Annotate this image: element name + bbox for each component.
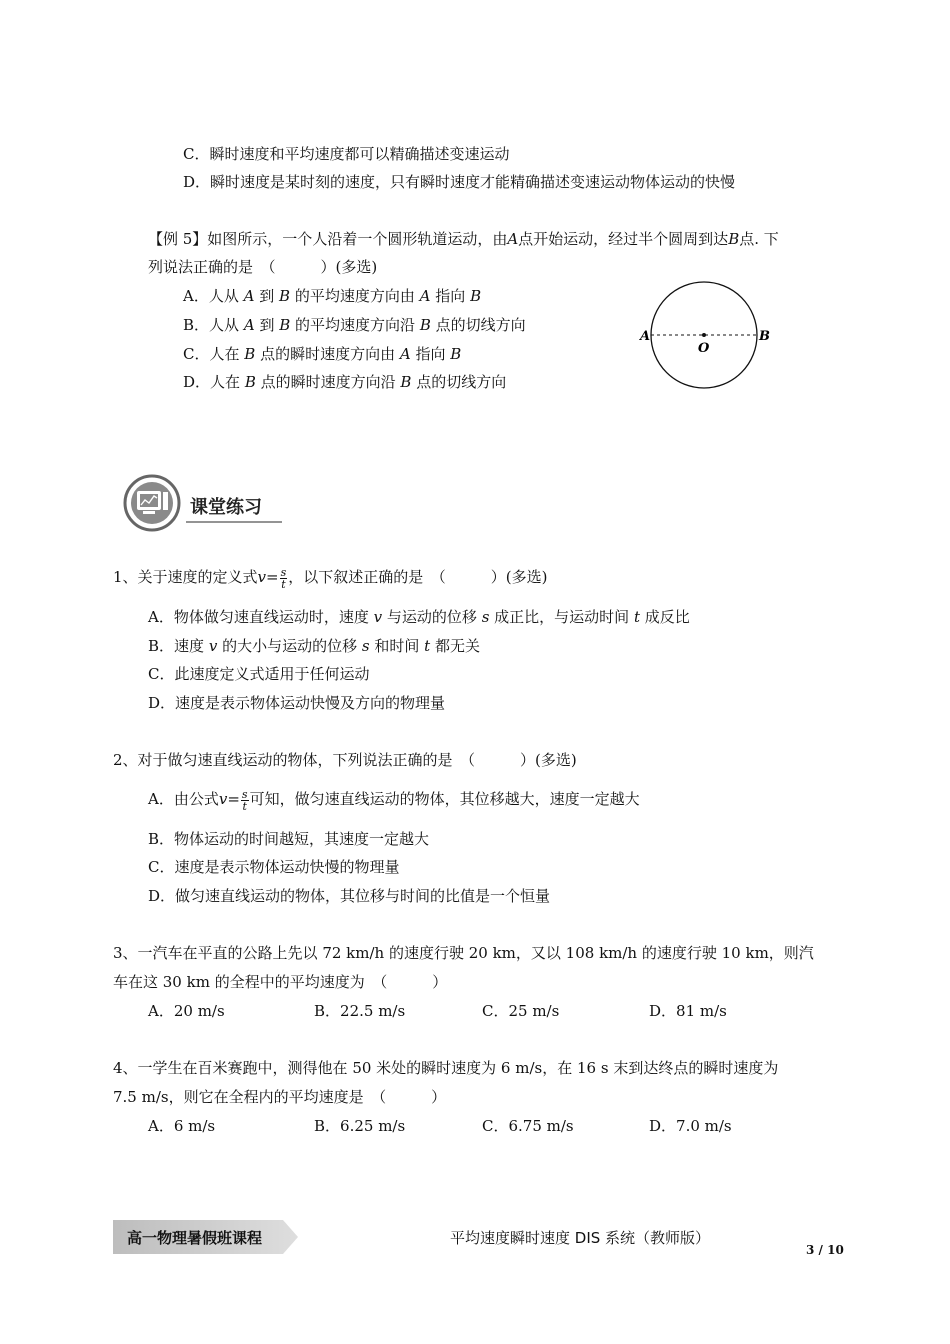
q1-option-a: A．物体做匀速直线运动时，速度 v 与运动的位移 s 成正比，与运动时间 t 成反比	[148, 608, 690, 626]
q4-option-b: B．6.25 m/s	[314, 1117, 406, 1135]
q2-option-b: B．物体运动的时间越短，其速度一定越大	[148, 830, 430, 848]
center-point	[702, 333, 706, 337]
example5-stem-line1: 【例 5】如图所示，一个人沿着一个圆形轨道运动，由A点开始运动，经过半个圆周到达B点. 下	[148, 230, 779, 248]
q1-stem: 1、关于速度的定义式v= $\frac{s}{t}$ ，以下叙述正确的是 （ ）(多选)	[113, 565, 548, 591]
label-o: O	[698, 341, 710, 356]
q2-stem: 2、对于做匀速直线运动的物体，下列说法正确的是 （ ）(多选)	[113, 751, 577, 769]
q2-option-c: C．速度是表示物体运动快慢的物理量	[148, 858, 400, 876]
q2-option-d: D．做匀速直线运动的物体，其位移与时间的比值是一个恒量	[148, 887, 551, 905]
example5-stem-line2: 列说法正确的是 （ ）(多选)	[148, 258, 378, 276]
example5-option-b: B．人从 A 到 B 的平均速度方向沿 B 点的切线方向	[183, 316, 526, 334]
example4-option-d: D．瞬时速度是某时刻的速度，只有瞬时速度才能精确描述变速运动物体运动的快慢	[183, 173, 736, 191]
q3-option-c: C．25 m/s	[482, 1002, 560, 1020]
q2-fraction: $\frac{s}{t}$	[241, 787, 248, 813]
q4-option-c: C．6.75 m/s	[482, 1117, 574, 1135]
q4-option-d: D．7.0 m/s	[649, 1117, 732, 1135]
q3-option-d: D．81 m/s	[649, 1002, 727, 1020]
example5-option-a: A．人从 A 到 B 的平均速度方向由 A 指向 B	[183, 287, 482, 305]
label-b: B	[759, 329, 770, 344]
example5-option-c: C．人在 B 点的瞬时速度方向由 A 指向 B	[183, 345, 462, 363]
section-title: 课堂练习	[190, 497, 262, 518]
q2-option-a: A．由公式v= $\frac{s}{t}$ 可知，做匀速直线运动的物体，其位移越大，速度一定越大	[148, 787, 640, 813]
q3-option-b: B．22.5 m/s	[314, 1002, 406, 1020]
footer-course-label: 高一物理暑假班课程	[127, 1229, 263, 1247]
q1-option-c: C．此速度定义式适用于任何运动	[148, 665, 370, 683]
q3-stem-line1: 3、一汽车在平直的公路上先以 72 km/h 的速度行驶 20 km，又以 108 km/h 的速度行驶 10 km，则汽	[113, 944, 814, 962]
q4-stem-line1: 4、一学生在百米赛跑中，测得他在 50 米处的瞬时速度为 6 m/s，在 16 s 末到达终点的瞬时速度为	[113, 1059, 779, 1077]
q3-stem-line2: 车在这 30 km 的全程中的平均速度为 （ ）	[113, 973, 448, 991]
example5-option-d: D．人在 B 点的瞬时速度方向沿 B 点的切线方向	[183, 373, 507, 391]
q4-stem-line2: 7.5 m/s，则它在全程内的平均速度是 （ ）	[113, 1088, 447, 1106]
footer-course-tag	[113, 1220, 298, 1254]
q1-fraction: $\frac{s}{t}$	[280, 565, 287, 591]
q4-option-a: A．6 m/s	[148, 1117, 216, 1135]
q1-option-d: D．速度是表示物体运动快慢及方向的物理量	[148, 694, 446, 712]
label-a: A	[640, 329, 651, 344]
footer-doc-title: 平均速度瞬时速度 DIS 系统（教师版）	[450, 1229, 711, 1247]
q1-option-b: B．速度 v 的大小与运动的位移 s 和时间 t 都无关	[148, 637, 480, 655]
page-number: 3 / 10	[806, 1243, 844, 1257]
q3-option-a: A．20 m/s	[148, 1002, 225, 1020]
example4-option-c: C．瞬时速度和平均速度都可以精确描述变速运动	[183, 145, 510, 163]
circle-track-diagram	[636, 280, 776, 390]
